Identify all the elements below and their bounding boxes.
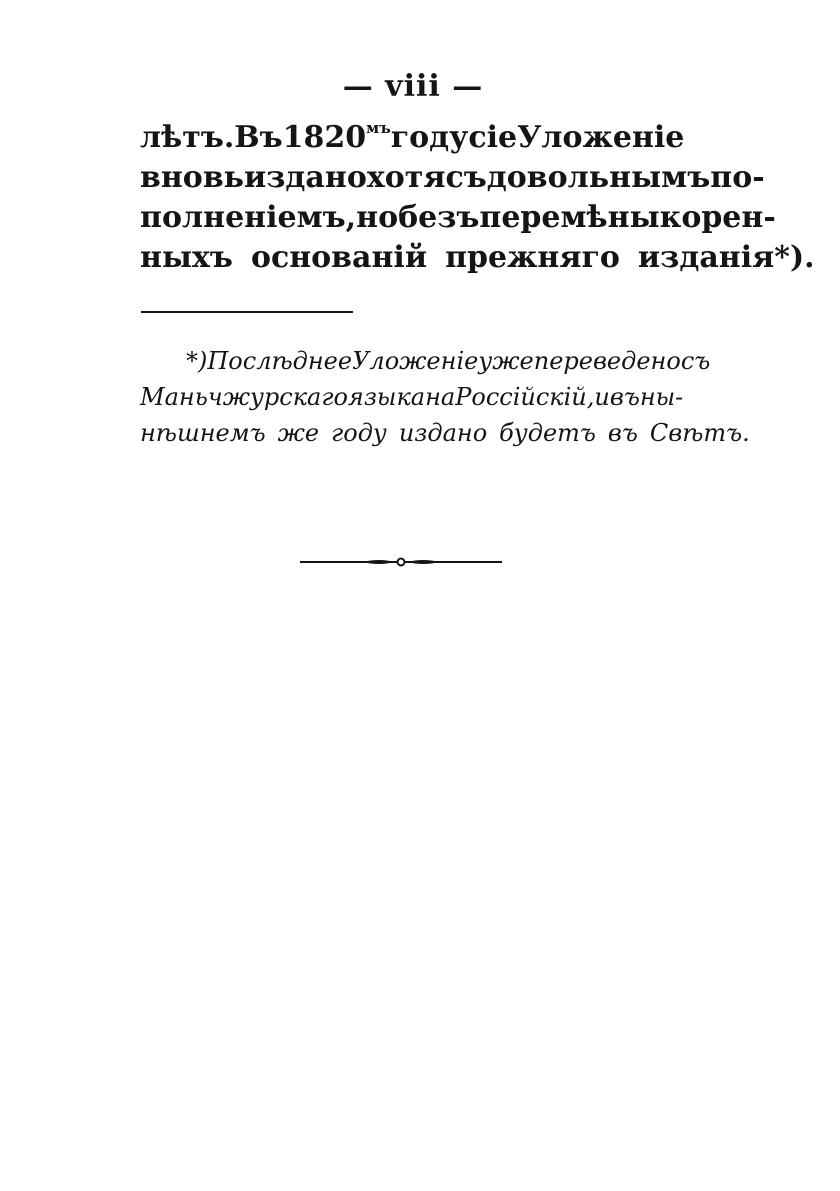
word: перемѣны	[479, 200, 660, 235]
word: безъ	[398, 200, 480, 235]
text-line-2	[140, 158, 765, 198]
word: году	[331, 419, 387, 447]
word: съ	[445, 160, 487, 195]
footnote	[140, 343, 750, 451]
word: изданія*).	[637, 240, 815, 275]
page-number: — viii —	[342, 69, 484, 104]
word: сіе	[468, 120, 518, 155]
footnote-line-3	[140, 415, 750, 451]
word: ныхъ	[140, 240, 233, 275]
tailpiece-ornament	[300, 552, 502, 572]
word: Уложеніе	[352, 347, 479, 375]
word: Послѣднее	[207, 347, 353, 375]
text-line-4	[140, 238, 815, 278]
word: же	[277, 419, 320, 447]
text-line-3	[140, 198, 776, 238]
word: по-	[710, 160, 765, 195]
word: ны-	[639, 383, 684, 411]
footnote-line-2	[140, 379, 684, 415]
word: и	[594, 383, 610, 411]
main-paragraph	[140, 118, 815, 278]
word: въ	[607, 419, 638, 447]
year-number: 1820	[282, 120, 367, 155]
word: лѣтъ.	[140, 120, 235, 155]
word: году	[390, 120, 469, 155]
word: нѣшнемъ	[140, 419, 266, 447]
word: уже	[478, 347, 534, 375]
text-line-1	[140, 118, 685, 158]
word: прежняго	[445, 240, 620, 275]
word: Уложеніе	[517, 120, 685, 155]
footnote-line-1	[140, 343, 711, 379]
word: Россійскій,	[455, 383, 595, 411]
word: будетъ	[499, 419, 596, 447]
word: издано	[244, 160, 367, 195]
word: на	[425, 383, 456, 411]
word: корен-	[659, 200, 776, 235]
word: довольнымъ	[486, 160, 711, 195]
word: Свѣтъ.	[649, 419, 750, 447]
superscript: мъ	[366, 119, 391, 137]
word: вновь	[140, 160, 245, 195]
word: но	[356, 200, 399, 235]
year-with-superscript	[283, 118, 391, 158]
word: Въ	[234, 120, 283, 155]
word: въ	[609, 383, 640, 411]
word: основаній	[250, 240, 428, 275]
footnote-marker: *)	[186, 347, 208, 375]
word: хотя	[366, 160, 446, 195]
word: полненіемъ,	[140, 200, 357, 235]
word: Маньчжурскаго	[140, 383, 348, 411]
footnote-separator	[141, 311, 353, 313]
word: языка	[347, 383, 426, 411]
word: переведено	[533, 347, 681, 375]
word: съ	[680, 347, 711, 375]
word: издано	[398, 419, 488, 447]
